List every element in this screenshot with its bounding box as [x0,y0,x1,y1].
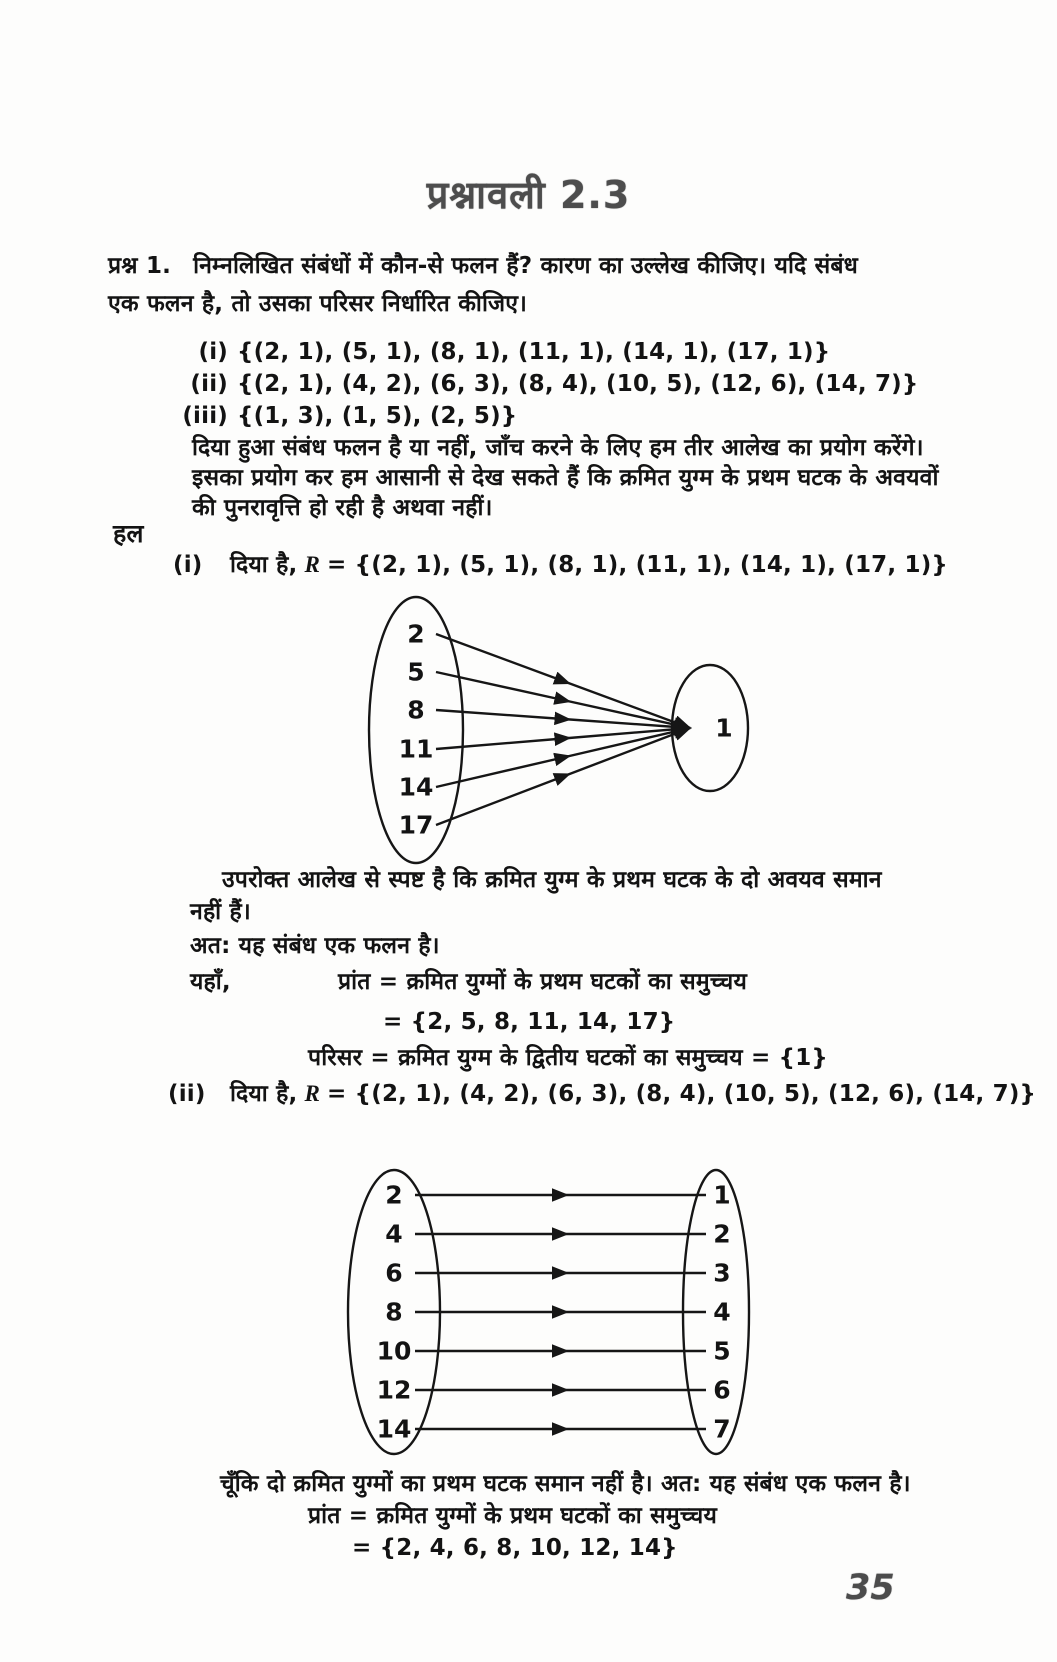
relation-symbol: R [304,552,320,577]
domain-element: 8 [385,1297,403,1327]
range-element: 2 [713,1219,731,1249]
range-element: 5 [713,1336,731,1366]
part-ii-label: (ii) [168,1081,206,1107]
given-prefix: दिया है, [230,552,298,578]
domain-element: 2 [407,619,425,649]
part-ii-domain-set: = {2, 4, 6, 8, 10, 12, 14} [352,1535,678,1561]
part-i-conclusion: अत: यह संबंध एक फलन है। [190,933,440,959]
item-label: (iii) [182,403,228,429]
question-line-2: एक फलन है, तो उसका परिसर निर्धारित कीजिए। [108,291,528,317]
part-i-range-line: परिसर = क्रमित युग्म के द्वितीय घटकों का समुच्चय = {1} [308,1045,828,1071]
mapping-arrow [436,728,690,749]
note-line-1: दिया हुआ संबंध फलन है या नहीं, जाँच करने के लिए हम तीर आलेख का प्रयोग करेंगे। [192,435,924,461]
relation-symbol: R [304,1081,320,1106]
part-i-given [230,551,948,580]
page-title: प्रश्नावली 2.3 [426,173,631,217]
given-value: = {(2, 1), (4, 2), (6, 3), (8, 4), (10, 5), (12, 6), (14, 7)} [326,1081,1037,1107]
note-line-2: इसका प्रयोग कर हम आसानी से देख सकते हैं कि क्रमित युग्म के प्रथम घटक के अवयवों [192,465,939,491]
here-label: यहाँ, [190,969,231,995]
page-number: 35 [846,1568,895,1608]
part-i-domain-set: = {2, 5, 8, 11, 14, 17} [383,1009,676,1035]
item-value: {(1, 3), (1, 5), (2, 5)} [237,403,518,429]
relation-item-ii [182,370,918,399]
domain-element: 12 [376,1375,412,1405]
domain-element: 17 [398,810,434,840]
item-label: (i) [198,339,228,365]
given-value: = {(2, 1), (5, 1), (8, 1), (11, 1), (14, 1), (17, 1)} [326,552,948,578]
part-ii-given [230,1080,1036,1109]
part-ii-conclusion: चूँकि दो क्रमित युग्मों का प्रथम घटक समान नहीं है। अत: यह संबंध एक फलन है। [220,1471,911,1497]
question-text: निम्नलिखित संबंधों में कौन-से फलन हैं? कारण का उल्लेख कीजिए। यदि संबंध [193,253,859,279]
domain-element: 10 [376,1336,412,1366]
relation-item-iii [182,402,517,431]
domain-element: 2 [385,1180,403,1210]
part-i-domain-line: प्रांत = क्रमित युग्मों के प्रथम घटकों का समुच्चय [338,969,748,995]
relation-item-i [182,338,830,367]
range-element: 1 [713,1180,731,1210]
note-line-3: की पुनरावृत्ति हो रही है अथवा नहीं। [192,495,493,521]
arrow-diagram-part-i [338,592,750,868]
observation-line-1: उपरोक्त आलेख से स्पष्ट है कि क्रमित युग्म के प्रथम घटक के दो अवयव समान [222,867,882,893]
solution-heading: हल [113,519,144,548]
mapping-arrow [436,728,690,787]
arrow-diagram-part-ii [318,1162,754,1464]
range-element: 4 [713,1297,731,1327]
range-element: 6 [713,1375,731,1405]
domain-element: 8 [407,695,425,725]
domain-element: 14 [376,1414,412,1444]
range-element: 3 [713,1258,731,1288]
range-element: 1 [715,713,733,743]
item-label: (ii) [190,371,228,397]
question-line-1 [108,252,858,281]
domain-element: 14 [398,772,434,802]
domain-element: 5 [407,657,425,687]
domain-element: 4 [385,1219,403,1249]
part-i-label: (i) [173,552,203,578]
observation-line-2: नहीं हैं। [190,899,251,925]
domain-element: 6 [385,1258,403,1288]
range-element: 7 [713,1414,731,1444]
mapping-arrow [436,728,690,825]
item-value: {(2, 1), (4, 2), (6, 3), (8, 4), (10, 5), (12, 6), (14, 7)} [237,371,919,397]
item-value: {(2, 1), (5, 1), (8, 1), (11, 1), (14, 1), (17, 1)} [237,339,831,365]
domain-element: 11 [398,734,434,764]
part-ii-domain-line: प्रांत = क्रमित युग्मों के प्रथम घटकों का समुच्चय [308,1503,718,1529]
question-number: प्रश्न 1. [108,253,172,279]
given-prefix: दिया है, [230,1081,298,1107]
